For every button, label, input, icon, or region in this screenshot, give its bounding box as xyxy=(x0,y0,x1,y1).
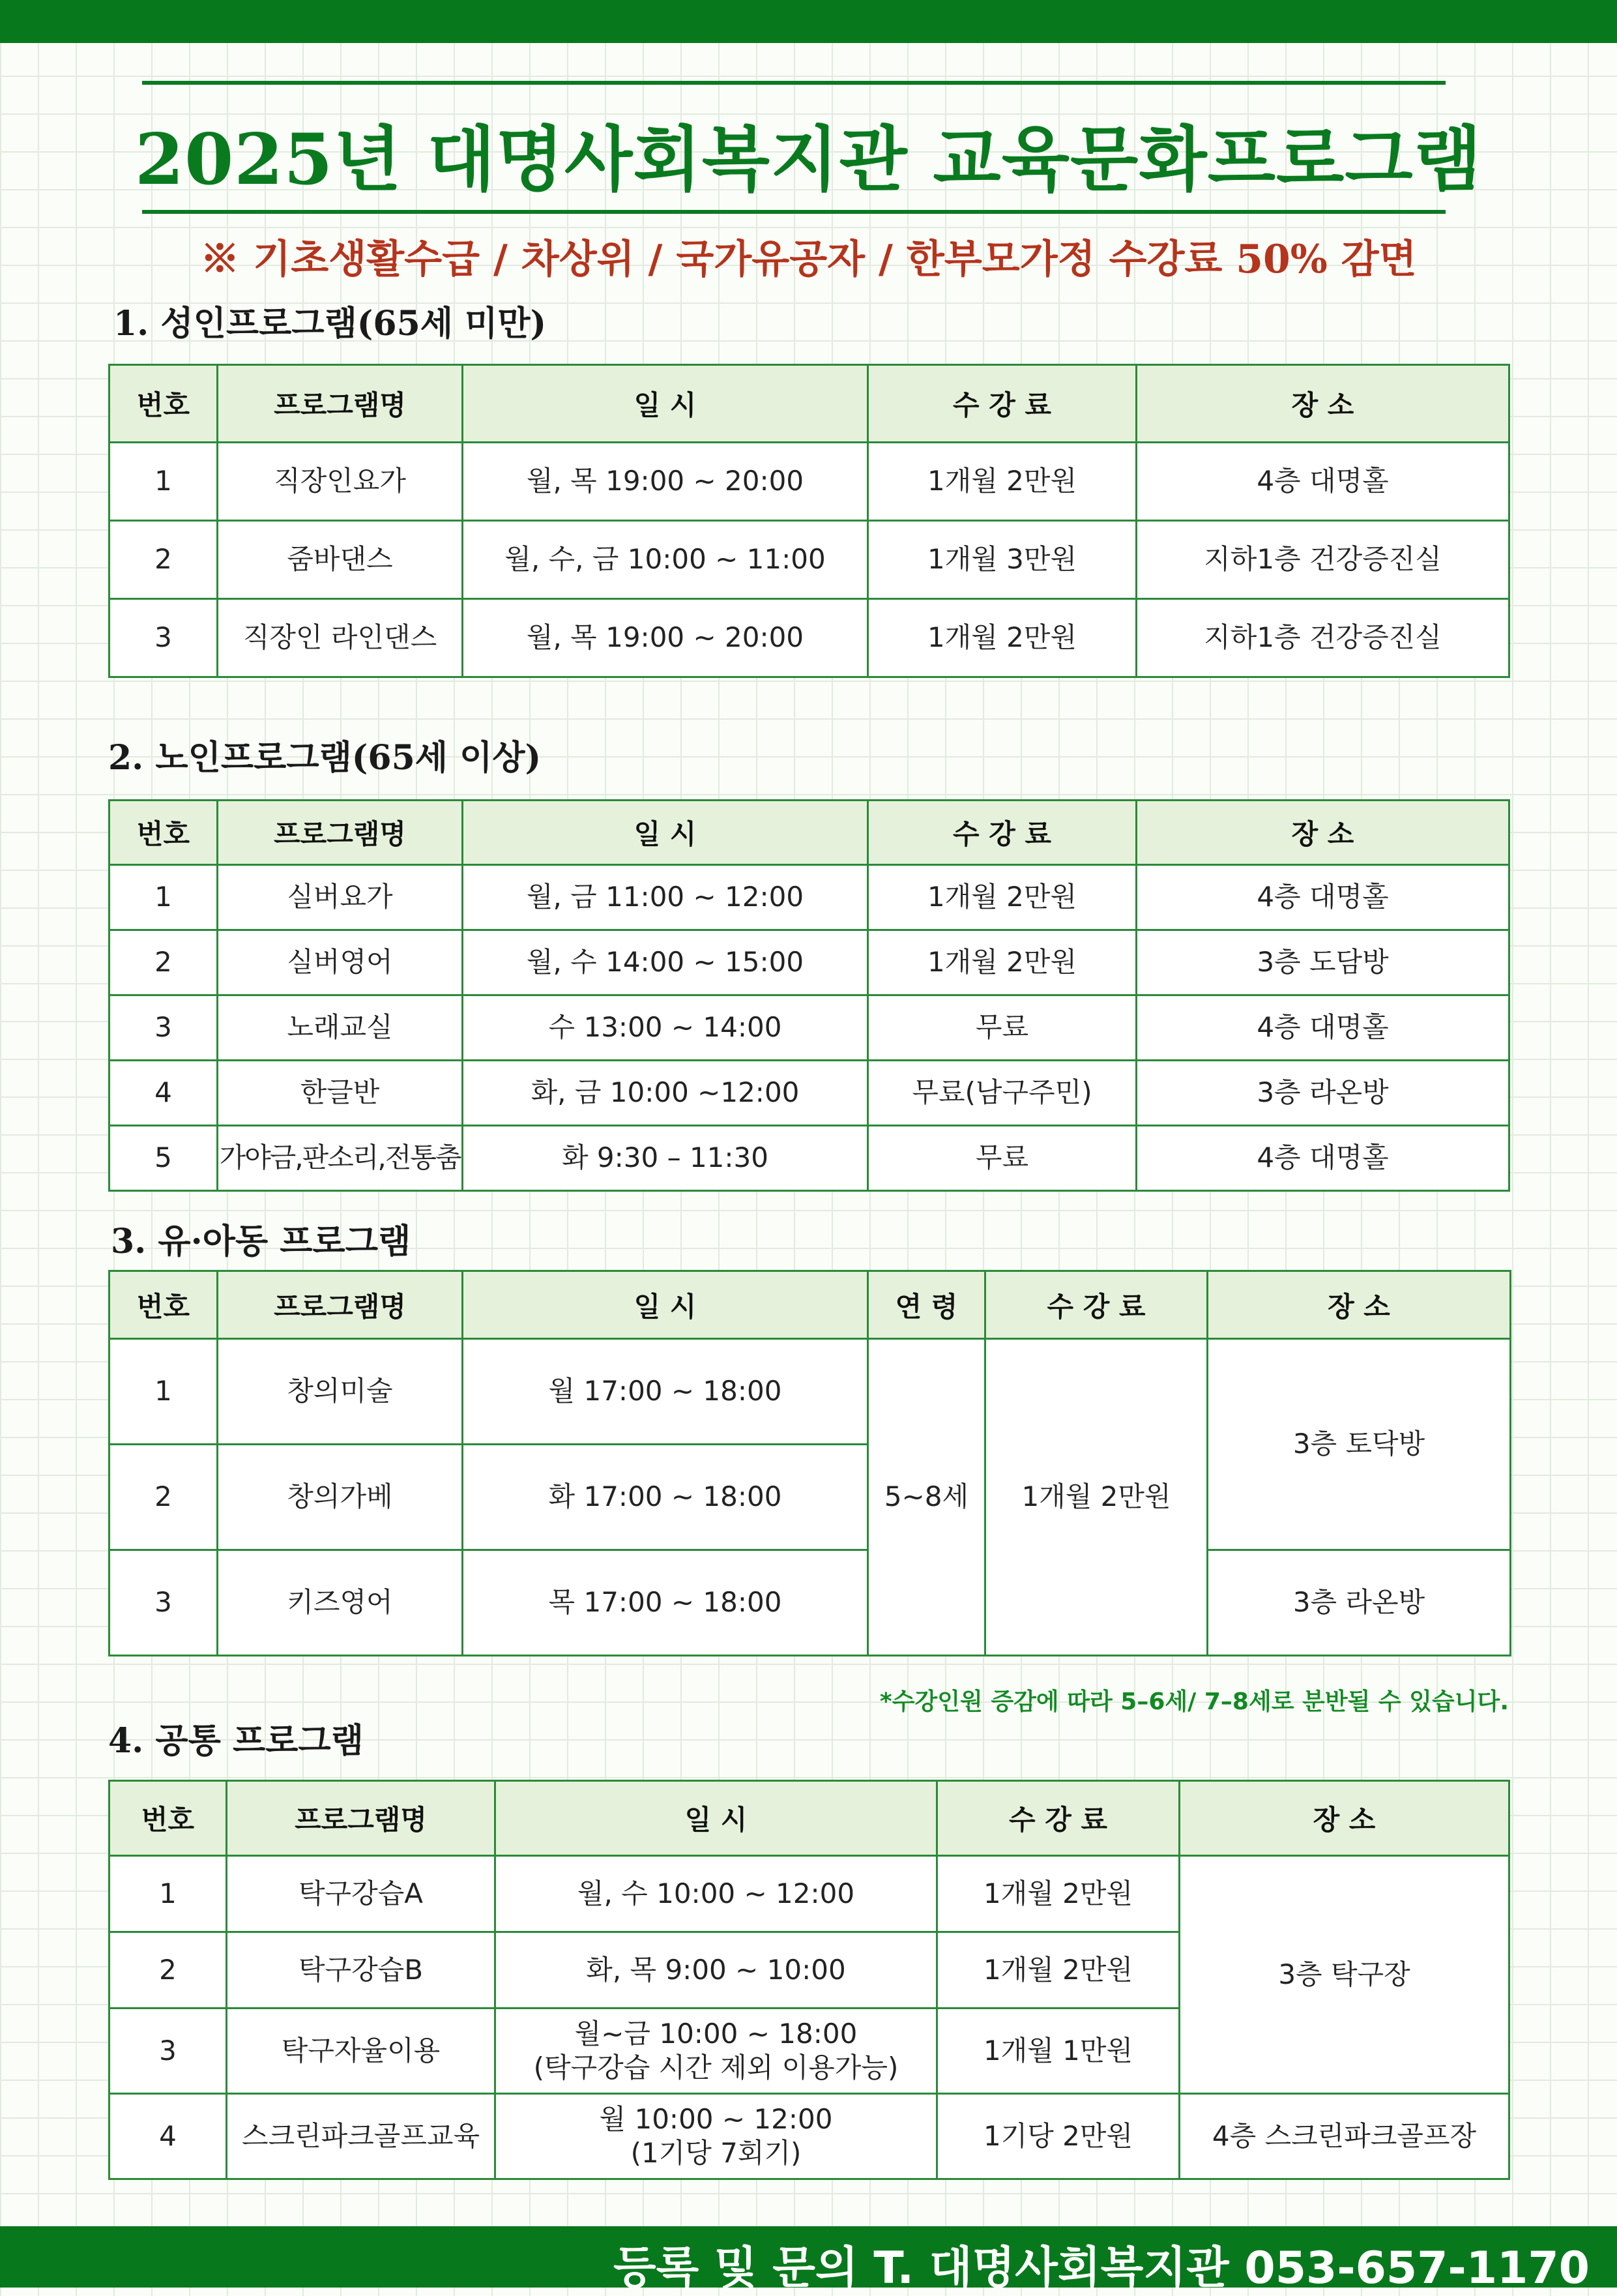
page-title: 2025년 대명사회복지관 교육문화프로그램 xyxy=(134,119,1483,201)
cell-fee: 1개월 1만원 xyxy=(937,2009,1180,2094)
cell-number: 3 xyxy=(109,995,218,1061)
col-header-fee: 수 강 료 xyxy=(868,365,1137,443)
cell-program: 줌바댄스 xyxy=(218,521,463,599)
cell-number: 1 xyxy=(109,1339,218,1445)
col-header-fee: 수 강 료 xyxy=(985,1271,1208,1339)
cell-place: 4층 대명홀 xyxy=(1137,995,1509,1061)
cell-number: 3 xyxy=(109,1550,218,1656)
cell-number: 1 xyxy=(109,1856,227,1932)
cell-program: 직장인요가 xyxy=(218,443,463,521)
cell-place: 4층 스크린파크골프장 xyxy=(1180,2094,1509,2179)
cell-place: 3층 토닥방 xyxy=(1208,1339,1511,1550)
col-header-program: 프로그램명 xyxy=(218,1271,463,1339)
cell-schedule xyxy=(495,2094,937,2179)
cell-fee: 무료 xyxy=(868,995,1137,1061)
col-header-place: 장 소 xyxy=(1208,1271,1511,1339)
schedule-line: 월 10:00 ~ 12:00 xyxy=(599,2102,833,2135)
table-row xyxy=(109,865,1509,930)
cell-number: 4 xyxy=(109,2094,227,2179)
col-header-fee: 수 강 료 xyxy=(868,801,1137,865)
table-row xyxy=(109,1550,1511,1656)
cell-program: 창의미술 xyxy=(218,1339,463,1445)
cell-number: 2 xyxy=(109,521,218,599)
cell-schedule: 월, 금 11:00 ~ 12:00 xyxy=(463,865,868,930)
section-title-adult: 1. 성인프로그램(65세 미만) xyxy=(113,304,547,344)
section-title-children: 3. 유·아동 프로그램 xyxy=(111,1222,411,1261)
cell-schedule xyxy=(495,2009,937,2094)
col-header-program: 프로그램명 xyxy=(227,1781,495,1856)
cell-schedule: 목 17:00 ~ 18:00 xyxy=(463,1550,868,1656)
col-header-schedule: 일 시 xyxy=(495,1781,937,1856)
cell-fee: 무료 xyxy=(868,1126,1137,1191)
cell-fee: 1개월 3만원 xyxy=(868,521,1137,599)
cell-schedule xyxy=(495,1856,937,1932)
cell-fee: 1개월 2만원 xyxy=(937,1856,1180,1932)
cell-fee: 1기당 2만원 xyxy=(937,2094,1180,2179)
cell-schedule: 화, 금 10:00 ~12:00 xyxy=(463,1061,868,1126)
col-header-age: 연 령 xyxy=(868,1271,985,1339)
cell-number: 3 xyxy=(109,2009,227,2094)
title-rule-bottom xyxy=(142,210,1446,214)
col-header-number: 번호 xyxy=(109,1781,227,1856)
cell-number: 1 xyxy=(109,443,218,521)
cell-program: 키즈영어 xyxy=(218,1550,463,1656)
cell-place: 4층 대명홀 xyxy=(1137,865,1509,930)
col-header-fee: 수 강 료 xyxy=(937,1781,1180,1856)
schedule-line: (탁구강습 시간 제외 이용가능) xyxy=(533,2052,899,2083)
cell-schedule: 화 9:30 – 11:30 xyxy=(463,1126,868,1191)
cell-fee: 1개월 2만원 xyxy=(868,599,1137,677)
table-row xyxy=(109,443,1509,521)
cell-program: 노래교실 xyxy=(218,995,463,1061)
cell-fee: 1개월 2만원 xyxy=(868,443,1137,521)
cell-fee: 1개월 2만원 xyxy=(985,1339,1208,1656)
section-title-senior: 2. 노인프로그램(65세 이상) xyxy=(108,738,542,778)
cell-place: 4층 대명홀 xyxy=(1137,443,1509,521)
cell-program: 탁구자율이용 xyxy=(227,2009,495,2094)
cell-place: 4층 대명홀 xyxy=(1137,1126,1509,1191)
cell-program: 한글반 xyxy=(218,1061,463,1126)
col-header-program: 프로그램명 xyxy=(218,365,463,443)
table-row xyxy=(109,2094,1509,2179)
cell-program: 창의가베 xyxy=(218,1445,463,1550)
table-row xyxy=(109,1856,1509,1932)
table-adult xyxy=(108,364,1510,678)
footer-bar xyxy=(0,2226,1617,2294)
table-senior xyxy=(108,799,1510,1192)
cell-place: 3층 도담방 xyxy=(1137,930,1509,995)
schedule-line: 월~금 10:00 ~ 18:00 xyxy=(574,2017,858,2050)
table-row xyxy=(109,1126,1509,1191)
cell-place: 지하1층 건강증진실 xyxy=(1137,599,1509,677)
col-header-place: 장 소 xyxy=(1137,801,1509,865)
cell-number: 3 xyxy=(109,599,218,677)
table-row xyxy=(109,1339,1511,1445)
cell-schedule: 월, 수 14:00 ~ 15:00 xyxy=(463,930,868,995)
cell-schedule: 월, 수, 금 10:00 ~ 11:00 xyxy=(463,521,868,599)
cell-program: 실버요가 xyxy=(218,865,463,930)
table-common xyxy=(108,1780,1510,2180)
cell-schedule: 월, 목 19:00 ~ 20:00 xyxy=(463,599,868,677)
cell-number: 2 xyxy=(109,1932,227,2009)
schedule-line: 월, 수 10:00 ~ 12:00 xyxy=(577,1877,855,1909)
schedule-line: 화, 목 9:00 ~ 10:00 xyxy=(586,1953,846,1986)
top-bar xyxy=(0,0,1617,43)
cell-schedule: 월, 목 19:00 ~ 20:00 xyxy=(463,443,868,521)
class-split-note: *수강인원 증감에 따라 5–6세/ 7–8세로 분반될 수 있습니다. xyxy=(879,1688,1509,1715)
table-children xyxy=(108,1270,1511,1656)
cell-program: 스크린파크골프교육 xyxy=(227,2094,495,2179)
col-header-schedule: 일 시 xyxy=(463,1271,868,1339)
section-title-common: 4. 공통 프로그램 xyxy=(108,1721,364,1761)
col-header-number: 번호 xyxy=(109,365,218,443)
cell-place: 3층 라온방 xyxy=(1137,1061,1509,1126)
col-header-schedule: 일 시 xyxy=(463,365,868,443)
col-header-place: 장 소 xyxy=(1137,365,1509,443)
title-rule-top xyxy=(142,81,1446,85)
table-row xyxy=(109,1061,1509,1126)
col-header-number: 번호 xyxy=(109,1271,218,1339)
cell-schedule: 화 17:00 ~ 18:00 xyxy=(463,1445,868,1550)
cell-program: 탁구강습A xyxy=(227,1856,495,1932)
cell-schedule: 월 17:00 ~ 18:00 xyxy=(463,1339,868,1445)
cell-place: 3층 라온방 xyxy=(1208,1550,1511,1656)
table-row xyxy=(109,599,1509,677)
table-row xyxy=(109,930,1509,995)
cell-number: 2 xyxy=(109,1445,218,1550)
cell-schedule xyxy=(495,1932,937,2009)
col-header-number: 번호 xyxy=(109,801,218,865)
contact-info: 등록 및 문의 T. 대명사회복지관 053-657-1170 xyxy=(613,2243,1590,2294)
cell-program: 실버영어 xyxy=(218,930,463,995)
col-header-schedule: 일 시 xyxy=(463,801,868,865)
cell-fee: 1개월 2만원 xyxy=(868,930,1137,995)
cell-program: 직장인 라인댄스 xyxy=(218,599,463,677)
cell-number: 1 xyxy=(109,865,218,930)
cell-schedule: 수 13:00 ~ 14:00 xyxy=(463,995,868,1061)
schedule-line: (1기당 7회기) xyxy=(630,2137,802,2169)
col-header-place: 장 소 xyxy=(1180,1781,1509,1856)
cell-fee: 1개월 2만원 xyxy=(937,1932,1180,2009)
cell-program: 탁구강습B xyxy=(227,1932,495,2009)
table-row xyxy=(109,995,1509,1061)
discount-notice: ※ 기초생활수급 / 차상위 / 국가유공자 / 한부모가정 수강료 50% 감면 xyxy=(200,237,1417,282)
cell-place: 3층 탁구장 xyxy=(1180,1856,1509,2094)
cell-place: 지하1층 건강증진실 xyxy=(1137,521,1509,599)
col-header-program: 프로그램명 xyxy=(218,801,463,865)
cell-age: 5~8세 xyxy=(868,1339,985,1656)
cell-fee: 무료(남구주민) xyxy=(868,1061,1137,1126)
table-row xyxy=(109,521,1509,599)
cell-number: 2 xyxy=(109,930,218,995)
cell-number: 4 xyxy=(109,1061,218,1126)
cell-number: 5 xyxy=(109,1126,218,1191)
cell-fee: 1개월 2만원 xyxy=(868,865,1137,930)
cell-program: 가야금,판소리,전통춤 xyxy=(218,1126,463,1191)
